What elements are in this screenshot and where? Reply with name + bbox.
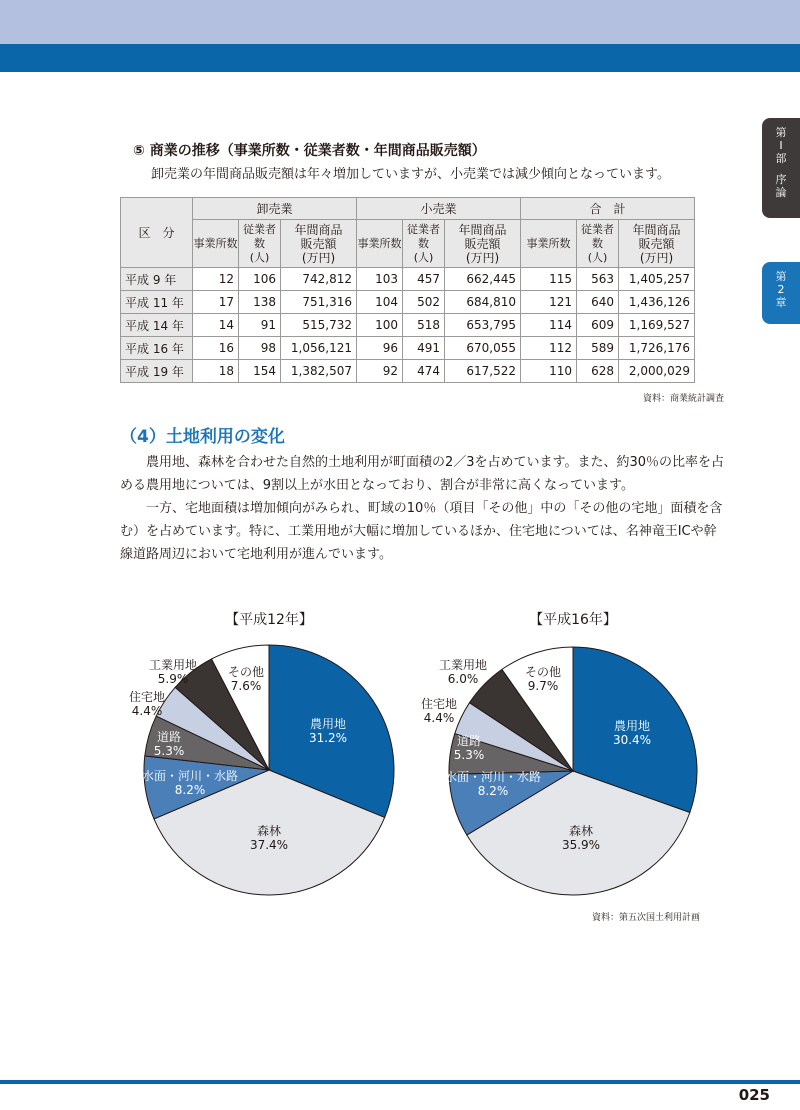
table-row: [121, 268, 695, 291]
pie-slice-label: 工業用地: [438, 658, 488, 672]
table-cell: 518: [403, 314, 445, 337]
pie-slice-value: 30.4%: [612, 733, 652, 747]
table-cell: 609: [577, 314, 619, 337]
table-cell: 563: [577, 268, 619, 291]
table-cell: 138: [239, 291, 281, 314]
col-header-sales: [281, 220, 357, 268]
table-cell: 114: [521, 314, 577, 337]
pie-slice-label: 住宅地: [420, 697, 458, 711]
side-tab-part-char: 第: [775, 126, 787, 139]
col-header-sales: [445, 220, 521, 268]
side-tab-part-char: 部: [775, 152, 787, 165]
header-line: (人): [413, 250, 434, 264]
header-line: 年間商品: [632, 222, 681, 237]
header-line: 年間商品: [294, 222, 343, 237]
pie-slice-value: 5.3%: [153, 744, 185, 758]
table-cell: 110: [521, 360, 577, 383]
group-header: 小売業: [357, 198, 521, 220]
row-label: 平成 14 年: [121, 314, 193, 337]
table-cell: 1,169,527: [619, 314, 695, 337]
table-cell: 91: [239, 314, 281, 337]
pie-slice-value: 37.4%: [249, 838, 289, 852]
table-cell: 628: [577, 360, 619, 383]
table-corner: 区 分: [121, 198, 193, 268]
side-tab-chap-char: 2: [777, 283, 785, 296]
table-cell: 502: [403, 291, 445, 314]
pie-slice-label: 水面・河川・水路: [141, 769, 239, 783]
header-line: (人): [587, 250, 608, 264]
pie-slice-value: 9.7%: [527, 679, 559, 693]
header-band-light: [0, 0, 800, 44]
pie-slice-label: 森林: [256, 824, 282, 838]
side-tab-part-char: 論: [775, 186, 787, 199]
header-line: 従業者数: [581, 222, 614, 250]
pie-slice-value: 31.2%: [308, 731, 348, 745]
table-cell: 115: [521, 268, 577, 291]
table-cell: 106: [239, 268, 281, 291]
header-line: 販売額: [638, 236, 675, 251]
table-row: [121, 314, 695, 337]
pie-slice-label: その他: [524, 665, 562, 679]
table-row: [121, 291, 695, 314]
side-tab-chapter2[interactable]: [762, 262, 800, 324]
table-cell: 96: [357, 337, 403, 360]
table-cell: 18: [193, 360, 239, 383]
pie-slice-label: 水面・河川・水路: [444, 770, 542, 784]
col-header-sales: [619, 220, 695, 268]
row-label: 平成 16 年: [121, 337, 193, 360]
paragraph-1: 農用地、森林を合わせた自然的土地利用が町面積の2／3を占めています。また、約30％の比率を占める農用地については、9割以上が水田となっており、割合が非常に高くなっています。: [120, 455, 725, 493]
pie-slice-label: 農用地: [613, 719, 651, 733]
header-line: (万円): [465, 250, 500, 265]
table-cell: 491: [403, 337, 445, 360]
pie-title: 【平成16年】: [529, 612, 617, 628]
col-header-establishments: 事業所数: [357, 220, 403, 268]
table-cell: 640: [577, 291, 619, 314]
table-cell: 751,316: [281, 291, 357, 314]
table-cell: 12: [193, 268, 239, 291]
pie-slice-value: 7.6%: [230, 679, 262, 693]
table-row: [121, 337, 695, 360]
side-tab-chap-char: 章: [775, 296, 787, 309]
table-cell: 662,445: [445, 268, 521, 291]
pie-slice-label: その他: [227, 665, 265, 679]
table-cell: 98: [239, 337, 281, 360]
col-header-employees: [403, 220, 445, 268]
table-cell: 100: [357, 314, 403, 337]
table-cell: 515,732: [281, 314, 357, 337]
side-tab-part1[interactable]: [762, 118, 800, 218]
table-cell: 1,405,257: [619, 268, 695, 291]
pie-slice-label: 森林: [568, 824, 594, 838]
table-cell: 92: [357, 360, 403, 383]
table-source: 資料：商業統計調査: [642, 394, 724, 404]
col-header-establishments: 事業所数: [193, 220, 239, 268]
header-line: 従業者数: [243, 222, 276, 250]
table-cell: 154: [239, 360, 281, 383]
header-line: 販売額: [464, 236, 501, 251]
table-cell: 121: [521, 291, 577, 314]
header-line: 販売額: [300, 236, 337, 251]
section5-title: ⑤ 商業の推移（事業所数・従業者数・年間商品販売額）: [133, 143, 486, 159]
table-cell: 14: [193, 314, 239, 337]
pie-slice-value: 8.2%: [174, 783, 206, 797]
pie-slice-value: 6.0%: [447, 672, 479, 686]
table-cell: 1,726,176: [619, 337, 695, 360]
table-cell: 457: [403, 268, 445, 291]
section5-description: 卸売業の年間商品販売額は年々増加していますが、小売業では減少傾向となっています。: [151, 167, 670, 182]
pie-slice-label: 工業用地: [148, 658, 198, 672]
table-cell: 103: [357, 268, 403, 291]
footer-line: [0, 1080, 800, 1084]
table-cell: 742,812: [281, 268, 357, 291]
pie-title: 【平成12年】: [225, 612, 313, 628]
table-cell: 2,000,029: [619, 360, 695, 383]
paragraph-2: 一方、宅地面積は増加傾向がみられ、町域の10％（項目「その他」中の「その他の宅地」面積を含む）を占めています。特に、工業用地が大幅に増加しているほか、住宅地については、名神竜王ICや幹線道路周辺において宅地利用が進んでいます。: [120, 501, 723, 562]
table-cell: 112: [521, 337, 577, 360]
commerce-table: [120, 197, 695, 383]
header-line: (人): [249, 250, 270, 264]
section4-title: （4）土地利用の変化: [120, 427, 285, 447]
header-line: 年間商品: [458, 222, 507, 237]
header-line: (万円): [639, 250, 674, 265]
table-cell: 1,382,507: [281, 360, 357, 383]
table-cell: 16: [193, 337, 239, 360]
pie-slice-label: 道路: [456, 734, 482, 748]
row-label: 平成 11 年: [121, 291, 193, 314]
table-cell: 653,795: [445, 314, 521, 337]
table-row: [121, 360, 695, 383]
header-band-dark: [0, 44, 800, 72]
pie-slice-value: 35.9%: [561, 838, 601, 852]
table-cell: 684,810: [445, 291, 521, 314]
table-cell: 617,522: [445, 360, 521, 383]
table-cell: 104: [357, 291, 403, 314]
side-tab-part-char: 序: [775, 173, 787, 186]
table-cell: 1,436,126: [619, 291, 695, 314]
table-cell: 589: [577, 337, 619, 360]
table-cell: 1,056,121: [281, 337, 357, 360]
side-tab-chap-char: 第: [775, 270, 787, 283]
header-line: (万円): [301, 250, 336, 265]
side-tab-part-char: [762, 165, 800, 173]
table-cell: 17: [193, 291, 239, 314]
col-header-employees: [577, 220, 619, 268]
pie-slice-value: 8.2%: [477, 784, 509, 798]
page-number: 025: [738, 1086, 770, 1104]
pie-slice-label: 農用地: [309, 717, 347, 731]
col-header-employees: [239, 220, 281, 268]
row-label: 平成 9 年: [121, 268, 193, 291]
chart-source: 資料：第五次国土利用計画: [591, 913, 700, 923]
group-header: 合 計: [521, 198, 695, 220]
pie-slice-label: 道路: [156, 730, 182, 744]
side-tab-part-char: Ⅰ: [779, 139, 783, 152]
table-cell: 670,055: [445, 337, 521, 360]
col-header-establishments: 事業所数: [521, 220, 577, 268]
pie-slice-value: 5.9%: [157, 672, 189, 686]
pie-slice-value: 4.4%: [423, 711, 455, 725]
land-use-pie-charts: [0, 600, 800, 910]
pie-slice-label: 住宅地: [128, 690, 166, 704]
row-label: 平成 19 年: [121, 360, 193, 383]
group-header: 卸売業: [193, 198, 357, 220]
pie-slice-value: 4.4%: [131, 704, 163, 718]
header-line: 従業者数: [407, 222, 440, 250]
table-cell: 474: [403, 360, 445, 383]
pie-slice-value: 5.3%: [453, 748, 485, 762]
